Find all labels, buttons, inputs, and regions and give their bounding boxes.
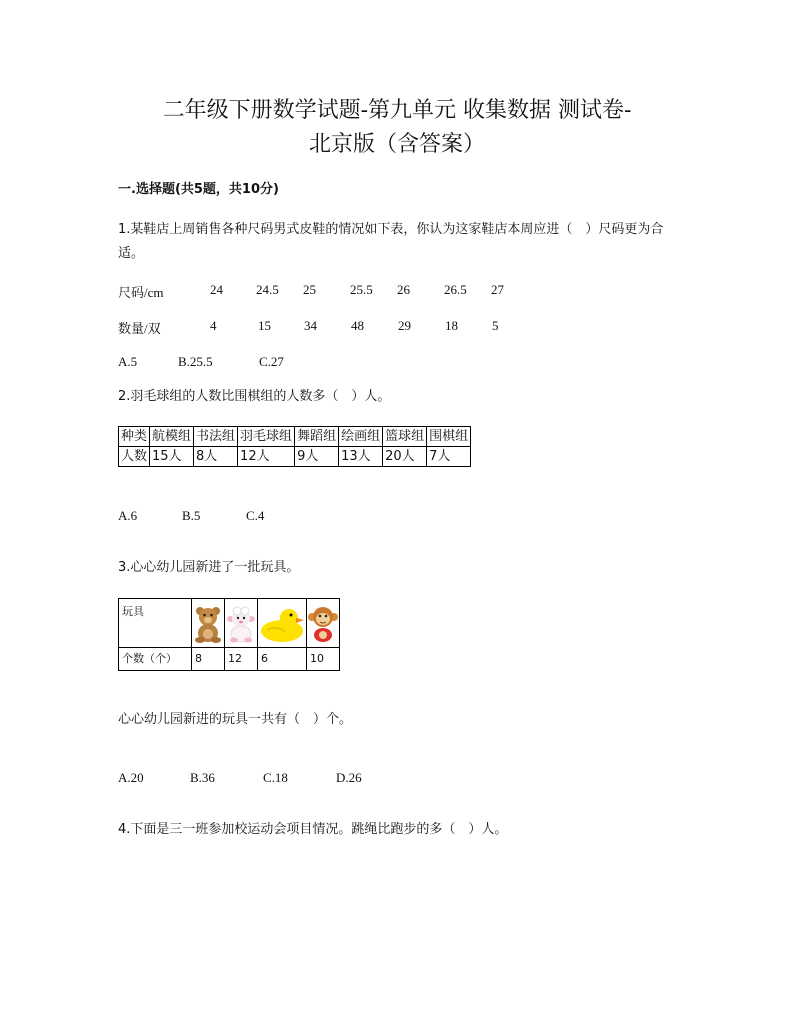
- table-cell: [307, 599, 340, 648]
- table-row: [119, 447, 471, 467]
- question-1-text: 1.某鞋店上周销售各种尺码男式皮鞋的情况如下表，你认为这家鞋店本周应进（ ）尺码更为合适。: [118, 222, 664, 261]
- table-cell: 12: [225, 648, 258, 671]
- option-a[interactable]: A.5: [118, 354, 138, 369]
- table-cell: 8: [192, 648, 225, 671]
- quantity-value: 4: [210, 318, 217, 333]
- option-c[interactable]: C.4: [246, 508, 265, 523]
- option-b[interactable]: B.5: [182, 508, 201, 523]
- quantity-label: 数量/双: [118, 321, 161, 336]
- table-cell: 6: [258, 648, 307, 671]
- table-row: [119, 599, 340, 648]
- option-b[interactable]: B.25.5: [178, 354, 213, 369]
- page-title-line1: 二年级下册数学试题-第九单元 收集数据 测试卷-: [162, 98, 632, 123]
- size-value: 27: [491, 282, 504, 297]
- table-cell: 绘画组: [339, 427, 383, 447]
- table-cell: 13人: [339, 447, 383, 467]
- table-cell: 人数: [119, 447, 150, 467]
- group-count-table: [118, 426, 471, 467]
- size-value: 24.5: [256, 282, 279, 297]
- question-3-prompt: 心心幼儿园新进的玩具一共有（ ）个。: [118, 712, 353, 727]
- table-row: [119, 427, 471, 447]
- table-cell: 15人: [150, 447, 194, 467]
- table-cell: 个数（个）: [119, 648, 192, 671]
- option-c[interactable]: C.27: [259, 354, 284, 369]
- option-d[interactable]: D.26: [336, 770, 362, 785]
- question-4-text: 4.下面是三一班参加校运动会项目情况。跳绳比跑步的多（ ）人。: [118, 822, 508, 837]
- table-cell: [258, 599, 307, 648]
- option-c[interactable]: C.18: [263, 770, 288, 785]
- option-b[interactable]: B.36: [190, 770, 215, 785]
- teddy-bear-icon: [193, 605, 223, 643]
- table-cell: 7人: [427, 447, 471, 467]
- quantity-value: 18: [445, 318, 458, 333]
- size-value: 24: [210, 282, 223, 297]
- quantity-value: 15: [258, 318, 271, 333]
- section-heading: 一.选择题(共5题，共10分): [118, 182, 279, 197]
- size-value: 25: [303, 282, 316, 297]
- quantity-value: 34: [304, 318, 317, 333]
- table-cell: 种类: [119, 427, 150, 447]
- page-title-line2: 北京版（含答案）: [308, 132, 485, 157]
- table-cell: 8人: [194, 447, 238, 467]
- table-cell: 9人: [295, 447, 339, 467]
- toy-monkey-icon: [308, 605, 338, 643]
- option-a[interactable]: A.20: [118, 770, 144, 785]
- table-row: [119, 648, 340, 671]
- table-cell: 12人: [238, 447, 295, 467]
- table-cell: 书法组: [194, 427, 238, 447]
- table-cell: 围棋组: [427, 427, 471, 447]
- toy-count-table: [118, 598, 340, 671]
- table-cell: 20人: [383, 447, 427, 467]
- size-value: 26.5: [444, 282, 467, 297]
- rubber-duck-icon: [259, 605, 305, 643]
- quantity-value: 29: [398, 318, 411, 333]
- question-3-text: 3.心心幼儿园新进了一批玩具。: [118, 560, 300, 575]
- size-label: 尺码/cm: [118, 285, 164, 300]
- table-cell: 10: [307, 648, 340, 671]
- table-cell: [192, 599, 225, 648]
- option-a[interactable]: A.6: [118, 508, 138, 523]
- question-2-text: 2.羽毛球组的人数比围棋组的人数多（ ）人。: [118, 389, 391, 404]
- quantity-value: 48: [351, 318, 364, 333]
- quantity-value: 5: [492, 318, 499, 333]
- table-cell: 玩具: [119, 599, 192, 648]
- table-cell: 羽毛球组: [238, 427, 295, 447]
- size-value: 25.5: [350, 282, 373, 297]
- table-cell: [225, 599, 258, 648]
- table-cell: 篮球组: [383, 427, 427, 447]
- size-value: 26: [397, 282, 410, 297]
- plush-sheep-icon: [226, 605, 256, 643]
- table-cell: 舞蹈组: [295, 427, 339, 447]
- table-cell: 航模组: [150, 427, 194, 447]
